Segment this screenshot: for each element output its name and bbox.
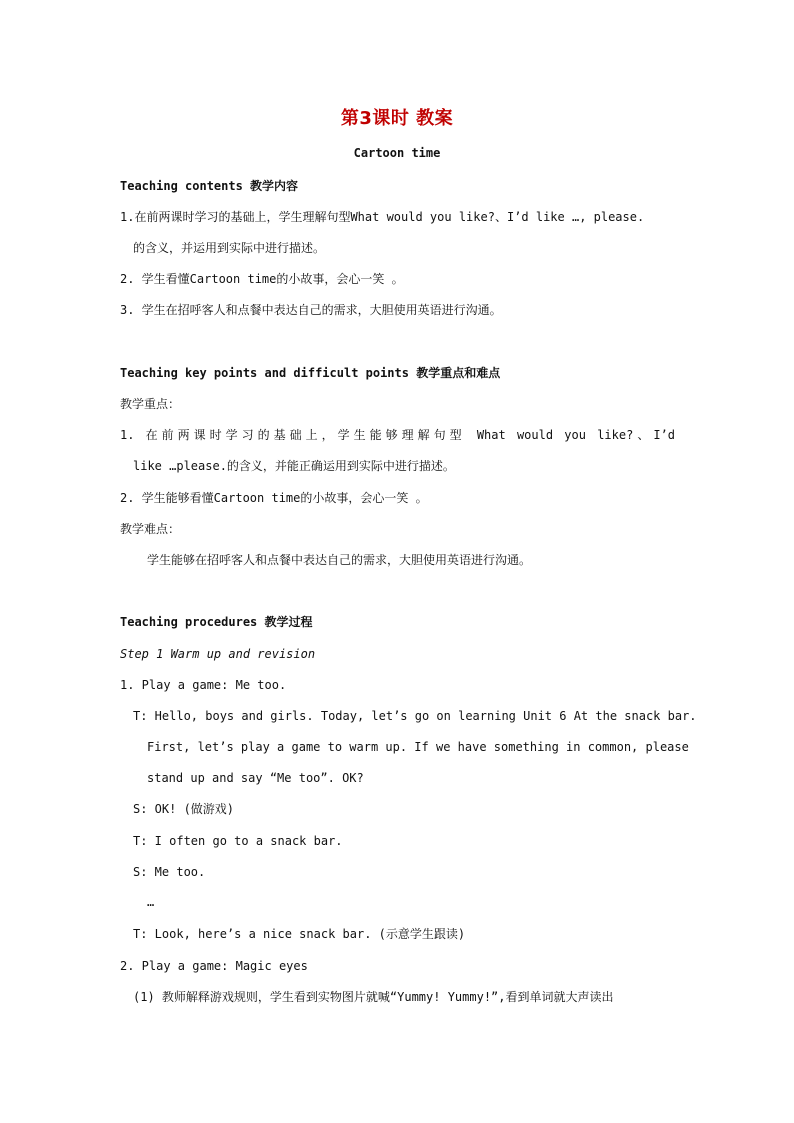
dialog-t1-line-2: First, let’s play a game to warm up. If we have something in common, please <box>147 740 689 754</box>
dialog-s2: S: Me too. <box>133 865 206 879</box>
dialog-t1-line-1: T: Hello, boys and girls. Today, let’s go on learning Unit 6 At the snack bar. <box>133 709 697 723</box>
difficult-points-label: 教学难点： <box>120 522 181 536</box>
contents-item-2: 2. 学生看懂Cartoon time的小故事，会心一笑 。 <box>120 272 404 286</box>
dialog-ellipsis: … <box>147 895 155 909</box>
game-2-title: 2. Play a game: Magic eyes <box>120 959 308 973</box>
difficult-point-1: 学生能够在招呼客人和点餐中表达自己的需求，大胆使用英语进行沟通。 <box>147 553 532 567</box>
key-point-1-line-2: like …please.的含义，并能正确运用到实际中进行描述。 <box>133 459 455 473</box>
page-subtitle: Cartoon time <box>353 146 441 160</box>
section-heading-contents: Teaching contents 教学内容 <box>120 179 299 193</box>
page-title: 第3课时 教案 <box>340 108 454 129</box>
step-1-heading: Step 1 Warm up and revision <box>120 647 316 661</box>
contents-item-1-line-1: 1.在前两课时学习的基础上，学生理解句型What would you like?、I’d like …, please. <box>120 210 645 224</box>
key-point-1-line-1: 1. 在前两课时学习的基础上，学生能够理解句型 What would you like?、I’d <box>120 428 675 442</box>
dialog-t2: T: I often go to a snack bar. <box>133 834 343 848</box>
key-point-2: 2. 学生能够看懂Cartoon time的小故事，会心一笑 。 <box>120 491 428 505</box>
key-points-label: 教学重点： <box>120 397 181 411</box>
game-1-title: 1. Play a game: Me too. <box>120 678 287 692</box>
dialog-t3: T: Look, here’s a nice snack bar. (示意学生跟读) <box>133 927 466 941</box>
game-2-sub-1: (1) 教师解释游戏规则，学生看到实物图片就喊“Yummy! Yummy!”,看到单词就大声读出 <box>133 990 614 1004</box>
contents-item-3: 3. 学生在招呼客人和点餐中表达自己的需求，大胆使用英语进行沟通。 <box>120 303 502 317</box>
dialog-s1: S: OK! (做游戏) <box>133 802 235 816</box>
contents-item-1-line-2: 的含义，并运用到实际中进行描述。 <box>133 241 326 255</box>
section-heading-procedures: Teaching procedures 教学过程 <box>120 615 313 629</box>
dialog-t1-line-3: stand up and say “Me too”. OK? <box>147 771 364 785</box>
section-heading-keypoints: Teaching key points and difficult points 教学重点和难点 <box>120 366 501 380</box>
